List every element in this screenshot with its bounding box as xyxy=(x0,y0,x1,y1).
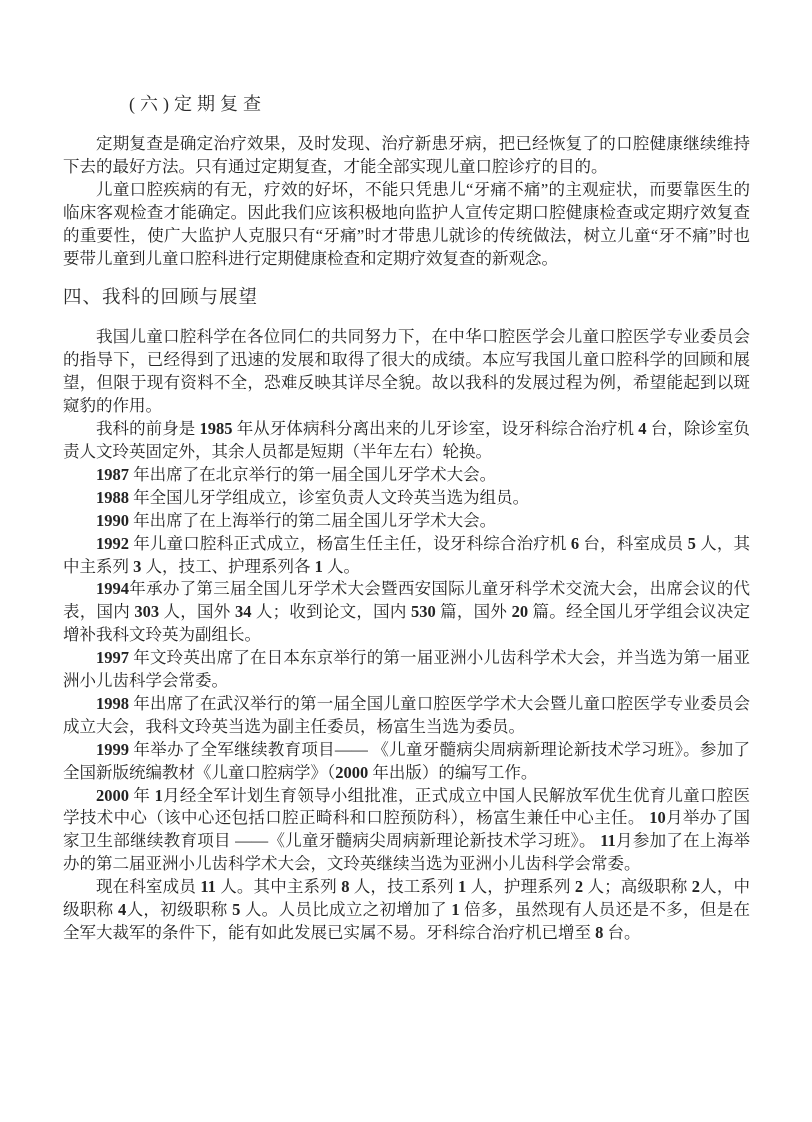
text-run: 年从牙体病科分离出来的儿牙诊室，设牙科综合治疗机 xyxy=(232,419,639,439)
text-run: 我国儿童口腔科学在各位同仁的共同努力下，在中华口腔医学会儿童口腔医学专业委员会的指导下，已经得到了迅速的发展和取得了很大的成绩。本应写我国儿童口腔科学的回顾和展望，但限于现有资料不全，恐难反映其详尽全貌。故以我科的发展过程为例，希望能起到以斑窥豹的作用。 xyxy=(63,327,750,416)
bold-number: 1999 xyxy=(96,739,129,759)
paragraph-national-development xyxy=(63,326,750,418)
bold-number: 2 xyxy=(574,877,584,897)
paragraph-1988-group xyxy=(63,487,750,510)
text-run: 月经全军计划生育领导小组批准，正式成立中国人民解放军优生优育儿童口腔医学技术中心（该中心还包括口腔正畸科和口腔预防科），杨富生兼任中心主任。 xyxy=(63,785,751,828)
bold-number: 34 xyxy=(234,602,252,622)
text-run: 年举办了全军继续教育项目—— 《儿童牙髓病尖周病新理论新技术学习班》。参加了全国新版统编教材《儿童口腔病学》（ xyxy=(63,739,750,782)
text-run: 人，护理系列 xyxy=(466,877,575,897)
text-run: 台。 xyxy=(603,923,641,942)
text-run: 人，其中主系列 xyxy=(63,533,751,576)
bold-number: 5 xyxy=(232,900,241,920)
text-run: 年出席了在上海举行的第二届全国儿牙学术大会。 xyxy=(129,510,497,530)
text-run: 年儿童口腔科正式成立，杨富生任主任，设牙科综合治疗机 xyxy=(129,533,571,553)
bold-number: 6 xyxy=(570,533,580,553)
paragraph-1994-xian-conference xyxy=(63,578,750,647)
bold-number: 1 xyxy=(314,556,323,576)
text-run: 人，中级职称 xyxy=(63,877,751,920)
bold-number: 1994 xyxy=(96,579,129,599)
paragraph-1997-tokyo xyxy=(63,647,750,693)
bold-number: 4 xyxy=(638,419,647,439)
text-run: 年出席了在北京举行的第一届全国儿牙学术大会。 xyxy=(129,464,497,484)
paragraph-recheck-purpose xyxy=(63,133,750,179)
text-run: 定期复查是确定治疗效果，及时发现、治疗新患牙病，把已经恢复了的口腔健康继续维持下去的最好方法。只有通过定期复查，才能全部实现儿童口腔诊疗的目的。 xyxy=(63,134,750,176)
text-run: 人，国外 xyxy=(159,602,235,622)
bold-number: 11 xyxy=(600,831,616,851)
text-run: 台，科室成员 xyxy=(579,533,688,553)
bold-number: 1 xyxy=(154,785,163,805)
text-run: 人；高级职称 xyxy=(583,877,692,897)
paragraph-1987-beijing xyxy=(63,464,750,487)
bold-number: 2 xyxy=(691,877,701,897)
bold-number: 2000 xyxy=(96,785,129,805)
bold-number: 1 xyxy=(458,877,467,897)
subheading-periodic-recheck xyxy=(129,90,750,116)
text-run: 人。人员比成立之初增加了 xyxy=(240,900,452,920)
bold-number: 1987 xyxy=(96,464,129,484)
text-run: 年文玲英出席了在日本东京举行的第一届亚洲小儿齿科学术大会，并当选为第一届亚洲小儿齿科学会常委。 xyxy=(63,648,750,691)
bold-number: 20 xyxy=(511,602,529,622)
paragraph-1999-training xyxy=(63,739,750,785)
bold-number: 3 xyxy=(133,556,142,576)
text-run: 人；收到论文，国内 xyxy=(251,602,412,622)
bold-number: 1 xyxy=(451,900,460,920)
bold-number: 2000 xyxy=(335,762,369,782)
paragraph-1992-founding xyxy=(63,533,750,579)
bold-number: 10 xyxy=(649,808,666,828)
text-run: 人，技工系列 xyxy=(349,877,459,897)
text-run: 人，初级职称 xyxy=(126,900,233,920)
bold-number: 5 xyxy=(687,533,696,553)
text-run: 人，技工、护理系列各 xyxy=(141,556,315,576)
paragraph-current-staff xyxy=(63,876,750,945)
text-run: (六)定期复查 xyxy=(129,94,266,114)
text-run: 年承办了第三届全国儿牙学术大会暨西安国际儿童牙科学术交流大会，出席会议的代表，国内 xyxy=(63,579,750,622)
bold-number: 1985 xyxy=(199,419,233,439)
text-run: 人。 xyxy=(322,556,360,576)
text-run: 年出席了在武汉举行的第一届全国儿童口腔医学学术大会暨儿童口腔医学专业委员会成立大会，我科文玲英当选为副主任委员，杨富生当选为委员。 xyxy=(63,693,750,736)
bold-number: 303 xyxy=(134,602,160,622)
bold-number: 1988 xyxy=(96,487,129,507)
paragraph-1998-wuhan xyxy=(63,693,750,739)
text-run: 四、我科的回顾与展望 xyxy=(63,288,259,309)
text-run: 我科的前身是 xyxy=(96,419,200,439)
text-run: 年 xyxy=(129,785,155,805)
section-heading-review-outlook xyxy=(63,283,750,309)
text-run: 篇。经全国儿牙学组会议决定增补我科文玲英为副组长。 xyxy=(63,602,751,645)
text-run: 人。其中主系列 xyxy=(215,877,342,897)
text-run: 月参加了在上海举办的第二届亚洲小儿齿科学术大会，文玲英继续当选为亚洲小儿齿科学会常委。 xyxy=(63,831,751,874)
text-run: 年全国儿牙学组成立，诊室负责人文玲英当选为组员。 xyxy=(129,487,530,507)
paragraph-1990-shanghai xyxy=(63,510,750,533)
text-run: 年出版）的编写工作。 xyxy=(368,762,538,782)
text-run: 倍多，虽然现有人员还是不多，但是在全军大裁军的条件下，能有如此发展已实属不易。牙科综合治疗机已增至 xyxy=(63,900,751,942)
bold-number: 1997 xyxy=(96,648,129,668)
text-run: 月举办了国家卫生部继续教育项目 ——《儿童牙髓病尖周病新理论新技术学习班》。 xyxy=(63,808,751,851)
paragraph-recheck-importance xyxy=(63,179,750,271)
text-run: 儿童口腔疾病的有无，疗效的好坏，不能只凭患儿“牙痛不痛”的主观症状，而要靠医生的临床客观检查才能确定。因此我们应该积极地向监护人宣传定期口腔健康检查或定期疗效复查的重要性，使广大监护人克服只有“牙痛”时才带患儿就诊的传统做法，树立儿童“牙不痛”时也要带儿童到儿童口腔科进行定期健康检查和定期疗效复查的新观念。 xyxy=(63,179,750,268)
bold-number: 8 xyxy=(341,877,350,897)
paragraph-2000-center xyxy=(63,785,750,877)
text-run: 台，除诊室负责人文玲英固定外，其余人员都是短期（半年左右）轮换。 xyxy=(63,419,751,461)
document-body xyxy=(63,90,750,945)
bold-number: 1998 xyxy=(96,693,129,713)
text-run: 篇，国外 xyxy=(435,602,512,622)
bold-number: 4 xyxy=(118,900,127,920)
bold-number: 1992 xyxy=(96,533,129,553)
bold-number: 11 xyxy=(200,877,216,897)
bold-number: 1990 xyxy=(96,510,129,530)
bold-number: 530 xyxy=(411,602,436,622)
bold-number: 8 xyxy=(595,923,604,942)
paragraph-1985-origin xyxy=(63,418,750,464)
text-run: 现在科室成员 xyxy=(96,877,201,897)
